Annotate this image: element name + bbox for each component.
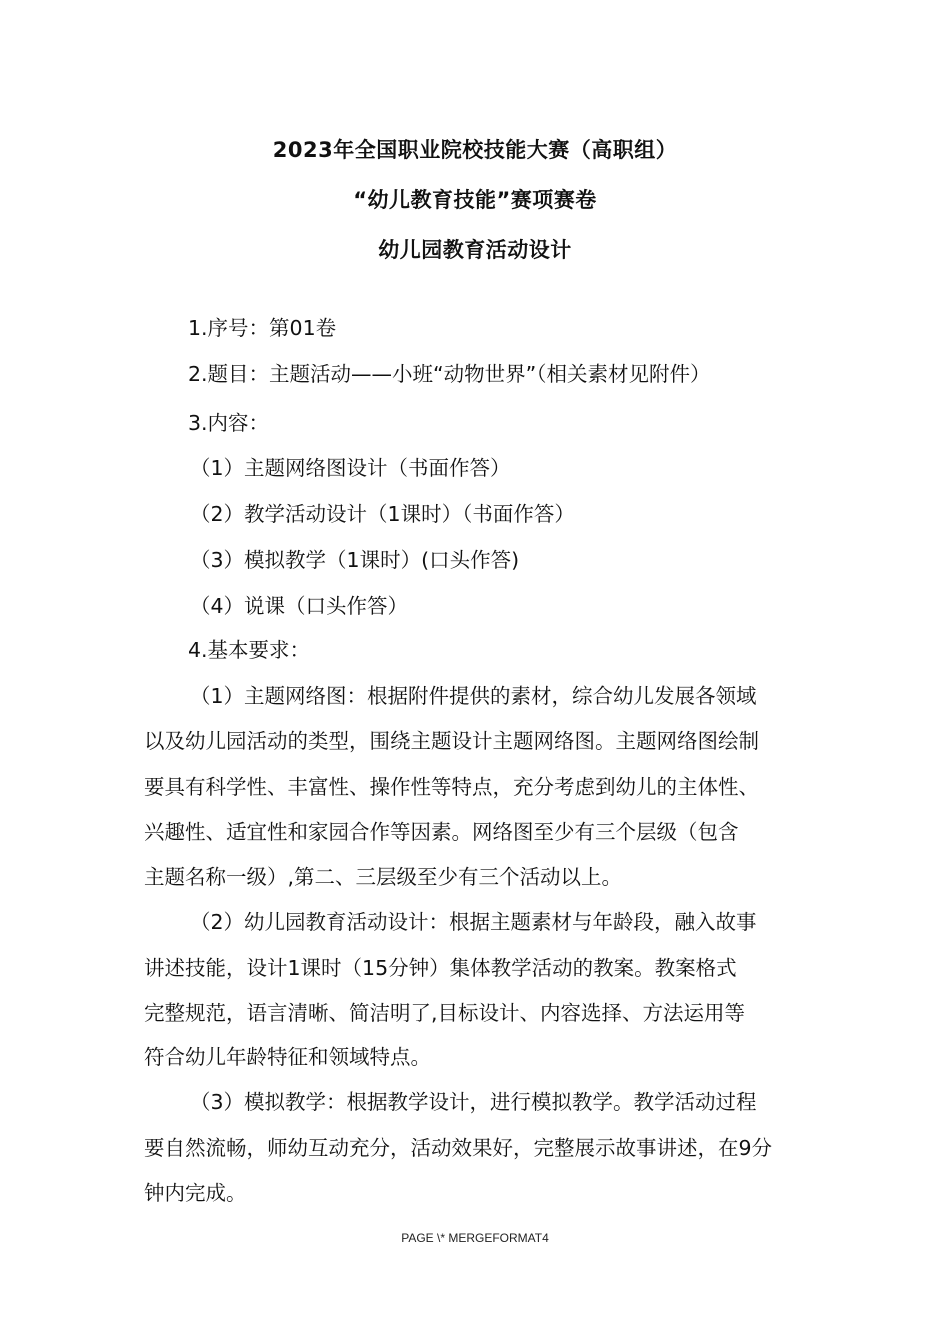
title-line-2: “幼儿教育技能”赛项赛卷	[353, 188, 597, 212]
requirement-1-line: 兴趣性、适宜性和家园合作等因素。网络图至少有三个层级（包含	[144, 820, 739, 844]
page-footer-field: PAGE \* MERGEFORMAT4	[401, 1231, 549, 1245]
content-list-item: （4）说课（口头作答）	[190, 594, 409, 618]
requirement-3-line: 钟内完成。	[144, 1181, 247, 1205]
requirement-1-line: 主题名称一级）,第二、三层级至少有三个活动以上。	[144, 865, 623, 889]
item-serial: 1.序号：第01卷	[188, 316, 337, 340]
requirement-3-line: 要自然流畅，师幼互动充分，活动效果好，完整展示故事讲述，在9分	[144, 1136, 773, 1160]
content-list-item: （2）教学活动设计（1课时）（书面作答）	[190, 502, 575, 526]
item-content-heading: 3.内容：	[188, 411, 270, 435]
requirement-1-line: （1）主题网络图：根据附件提供的素材，综合幼儿发展各领域	[190, 684, 757, 708]
requirement-2-line: 符合幼儿年龄特征和领域特点。	[144, 1045, 431, 1069]
content-list-item: （1）主题网络图设计（书面作答）	[190, 456, 511, 480]
requirement-2-line: 讲述技能，设计1课时（15分钟）集体教学活动的教案。教案格式	[144, 956, 737, 980]
item-topic: 2.题目：主题活动——小班“动物世界”（相关素材见附件）	[188, 362, 711, 386]
item-requirements-heading: 4.基本要求：	[188, 638, 311, 662]
content-list-item: （3）模拟教学（1课时）(口头作答)	[190, 548, 520, 572]
title-line-3: 幼儿园教育活动设计	[378, 238, 572, 262]
title-line-1: 2023年全国职业院校技能大赛（高职组）	[272, 138, 678, 162]
requirement-2-line: （2）幼儿园教育活动设计：根据主题素材与年龄段，融入故事	[190, 910, 757, 934]
requirement-1-line: 要具有科学性、丰富性、操作性等特点，充分考虑到幼儿的主体性、	[144, 775, 759, 799]
requirement-3-line: （3）模拟教学：根据教学设计，进行模拟教学。教学活动过程	[190, 1090, 757, 1114]
requirement-1-line: 以及幼儿园活动的类型，围绕主题设计主题网络图。主题网络图绘制	[144, 729, 759, 753]
requirement-2-line: 完整规范，语言清晰、简洁明了,目标设计、内容选择、方法运用等	[144, 1001, 746, 1025]
